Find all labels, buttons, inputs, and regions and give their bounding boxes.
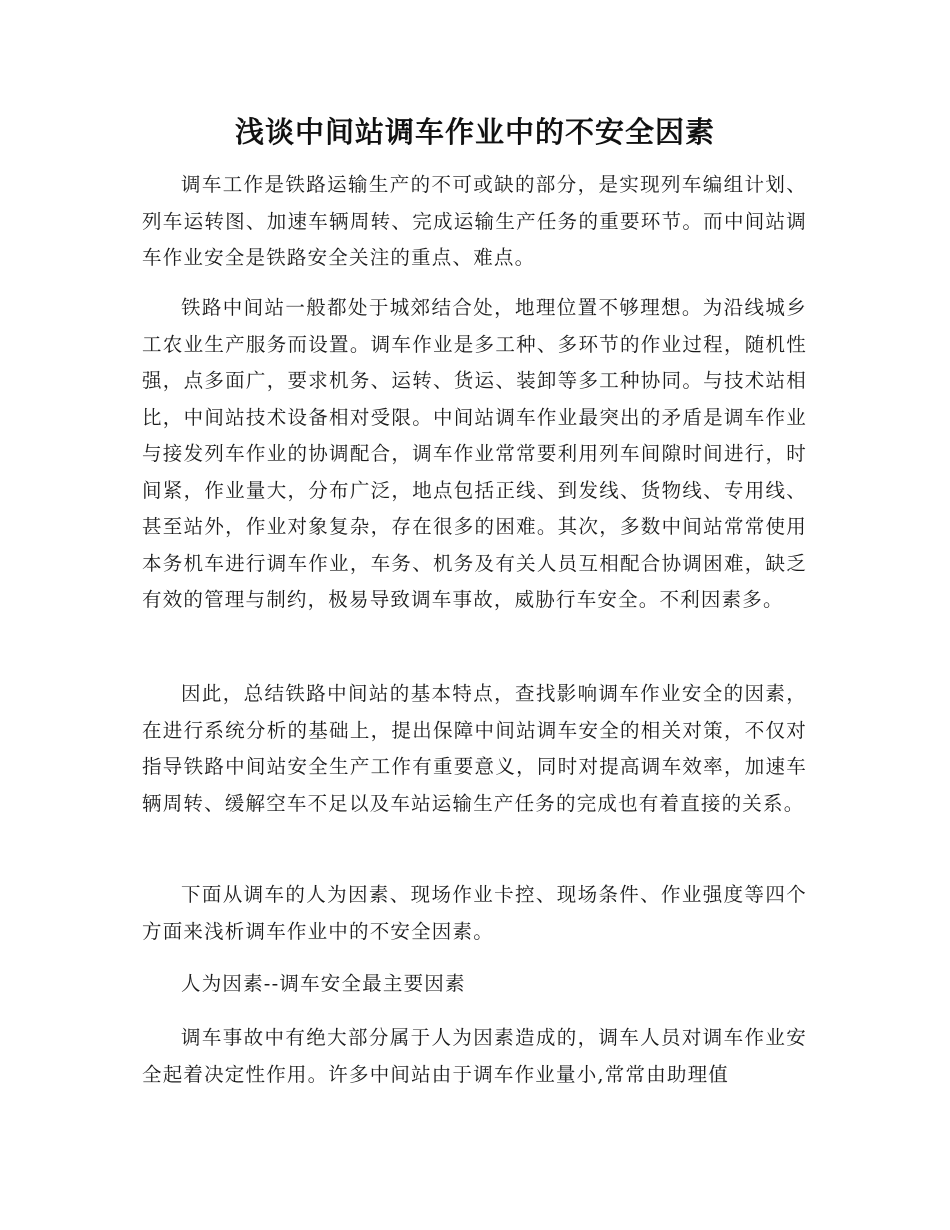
paragraph-intro: 调车工作是铁路运输生产的不可或缺的部分，是实现列车编组计划、列车运转图、加速车辆周转、完成运输生产任务的重要环节。而中间站调车作业安全是铁路安全关注的重点、难点。 [142,173,807,269]
paragraph-station-characteristics: 铁路中间站一般都处于城郊结合处，地理位置不够理想。为沿线城乡工农业生产服务而设置。调车作业是多工种、多环节的作业过程，随机性强，点多面广，要求机务、运转、货运、装卸等多工种协同。与技术站相比，中间站技术设备相对受限。中间站调车作业最突出的矛盾是调车作业与接发列车作业的协调配合，调车作业常常要利用列车间隙时间进行，时间紧，作业量大，分布广泛，地点包括正线、到发线、货物线、专用线、甚至站外，作业对象复杂，存在很多的困难。其次，多数中间站常常使用本务机车进行调车作业，车务、机务及有关人员互相配合协调困难，缺乏有效的管理与制约，极易导致调车事故，威胁行车安全。不利因素多。 [142,296,807,611]
paragraph-significance: 因此，总结铁路中间站的基本特点，查找影响调车作业安全的因素，在进行系统分析的基础上，提出保障中间站调车安全的相关对策，不仅对指导铁路中间站安全生产工作有重要意义，同时对提高调车效率，加速车辆周转、缓解空车不足以及车站运输生产任务的完成也有着直接的关系。 [142,682,807,815]
document-title: 浅谈中间站调车作业中的不安全因素 [234,115,715,149]
paragraph-overview: 下面从调车的人为因素、现场作业卡控、现场条件、作业强度等四个方面来浅析调车作业中的不安全因素。 [142,883,807,943]
paragraph-human-factors: 调车事故中有绝大部分属于人为因素造成的，调车人员对调车作业安全起着决定性作用。许多中间站由于调车作业量小,常常由助理值 [142,1026,807,1086]
section-heading: 人为因素--调车安全最主要因素 [181,972,466,995]
